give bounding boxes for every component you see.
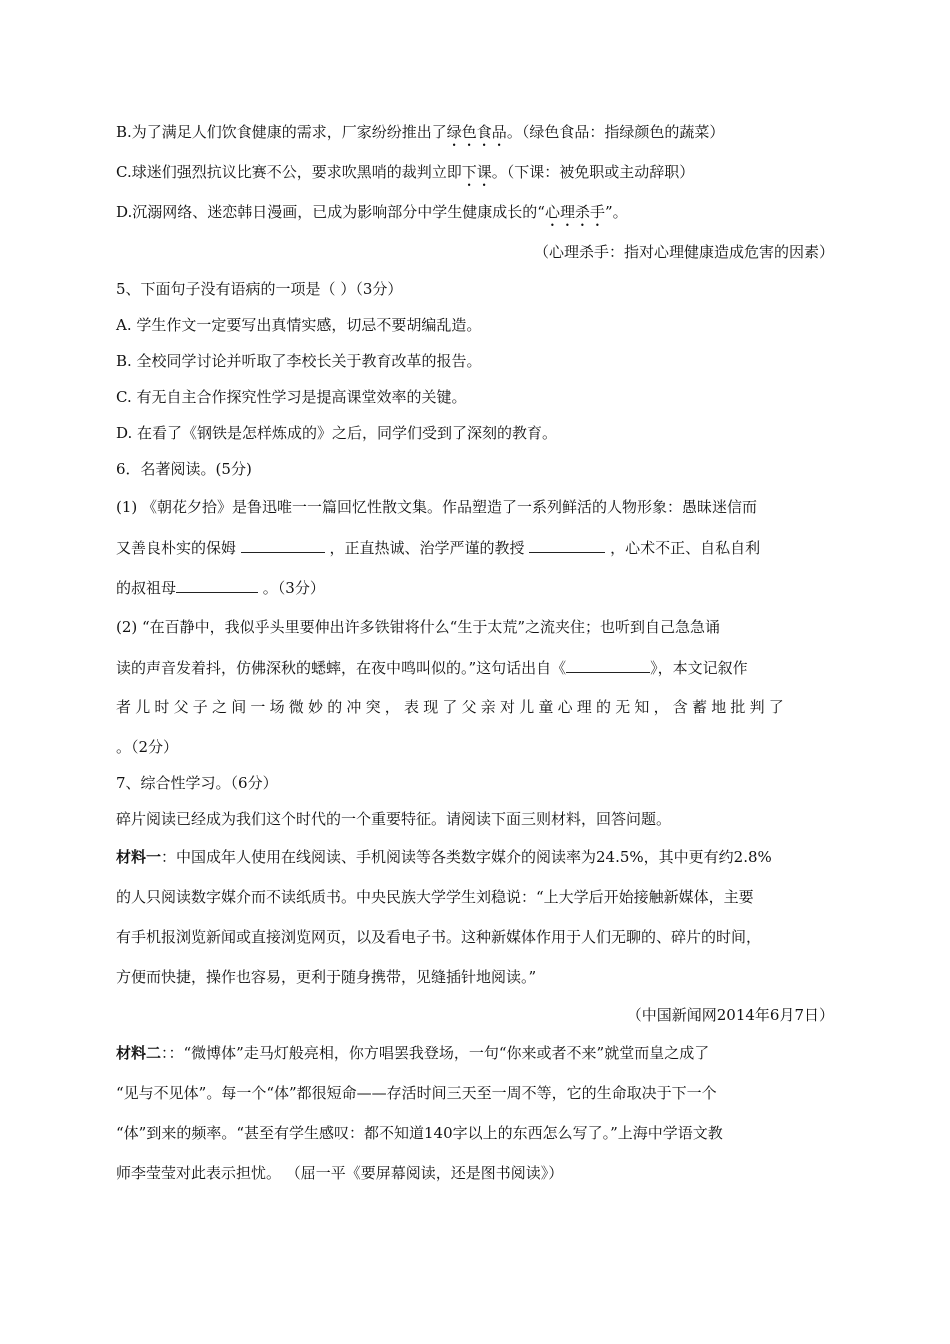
q6-part1-text-c: ，心术不正、自私自利 bbox=[605, 539, 761, 557]
q5-option-b: B. 全校同学讨论并听取了李校长关于教育改革的报告。 bbox=[116, 352, 482, 370]
material-two-line3: “体”到来的频率。“甚至有学生感叹：都不知道140字以上的东西怎么写了。”上海中学语文教 bbox=[116, 1124, 723, 1142]
q7-intro: 碎片阅读已经成为我们这个时代的一个重要特征。请阅读下面三则材料，回答问题。 bbox=[116, 810, 672, 828]
material-two-line4: 师李莹莹对此表示担忧。 （屈一平《要屏幕阅读，还是图书阅读》） bbox=[116, 1164, 564, 1182]
q5-option-a: A. 学生作文一定要写出真情实感，切忌不要胡编乱造。 bbox=[116, 316, 482, 334]
answer-blank-nanny[interactable] bbox=[241, 537, 325, 553]
answer-blank-grand-aunt[interactable] bbox=[176, 577, 258, 593]
q4-option-b-note: 。（绿色食品：指绿颜色的蔬菜） bbox=[506, 123, 725, 141]
q4-option-c-emphasis: 下课 bbox=[461, 163, 492, 181]
material-two-line2: “见与不见体”。每一个“体”都很短命——存活时间三天至一周不等，它的生命取决于下一个 bbox=[116, 1084, 717, 1102]
q6-title: 6．名著阅读。(5分) bbox=[116, 460, 252, 478]
material-one-line2: 的人只阅读数字媒介而不读纸质书。中央民族大学学生刘稳说：“上大学后开始接触新媒体，主要 bbox=[116, 888, 754, 906]
q6-part1-line2 bbox=[116, 537, 760, 558]
q5-option-c: C. 有无自主合作探究性学习是提高课堂效率的关键。 bbox=[116, 388, 467, 406]
q6-part1-line1: (1) 《朝花夕拾》是鲁迅唯一一篇回忆性散文集。作品塑造了一系列鲜活的人物形象：愚昧迷信而 bbox=[116, 498, 758, 516]
q6-part1-text-d: 的叔祖母 bbox=[116, 579, 177, 597]
answer-blank-professor[interactable] bbox=[529, 537, 605, 553]
material-one-source: （中国新闻网2014年6月7日） bbox=[626, 1006, 834, 1024]
q6-part1-line3 bbox=[116, 577, 325, 598]
q4-option-c-text: C.球迷们强烈抗议比赛不公，要求吹黑哨的裁判立即 bbox=[116, 163, 462, 181]
q4-option-d-end: ”。 bbox=[604, 203, 628, 221]
material-two-label: 材料二 bbox=[116, 1044, 162, 1062]
q6-part2-text-b: 》，本文记叙作 bbox=[650, 659, 748, 677]
q4-option-b-emphasis: 绿色食品 bbox=[446, 123, 507, 141]
material-one-label: 材料一 bbox=[116, 848, 162, 866]
q4-option-d-note: （心理杀手：指对心理健康造成危害的因素） bbox=[533, 243, 834, 261]
material-one-line3: 有手机报浏览新闻或直接浏览网页，以及看电子书。这种新媒体作用于人们无聊的、碎片的时间， bbox=[116, 928, 762, 946]
q4-option-d-text: D.沉溺网络、迷恋韩日漫画，已成为影响部分中学生健康成长的“ bbox=[116, 203, 545, 221]
q6-part2-line3: 者儿时父子之间一场微妙的冲突，表现了父亲对儿童心理的无知，含蓄地批判了 bbox=[116, 698, 789, 716]
q6-part2-line1: (2) “在百静中，我似乎头里要伸出许多铁钳将什么“生于太荒”之流夹住；也听到自己急急诵 bbox=[116, 618, 721, 636]
material-one-line1 bbox=[116, 847, 772, 867]
q6-part1-text-a: 又善良朴实的保姆 bbox=[116, 539, 241, 557]
q5-title: 5、下面句子没有语病的一项是（ ）（3分） bbox=[116, 280, 403, 298]
q6-part2-text-a: 读的声音发着抖，仿佛深秋的蟋蟀，在夜中鸣叫似的。”这句话出自《 bbox=[116, 659, 567, 677]
q4-option-d bbox=[116, 202, 628, 230]
q6-part2-line2 bbox=[116, 657, 748, 678]
q4-option-b bbox=[116, 122, 724, 150]
material-one-text: ：中国成年人使用在线阅读、手机阅读等各类数字媒介的阅读率为24.5%，其中更有约2.8% bbox=[161, 848, 772, 866]
q4-option-c-note: 。（下课：被免职或主动辞职） bbox=[491, 163, 695, 181]
material-two-line1 bbox=[116, 1043, 709, 1063]
q4-option-d-emphasis: 心理杀手 bbox=[544, 203, 605, 221]
material-two-text: ：：“微博体”走马灯般亮相，你方唱罢我登场，一句“你来或者不来”就堂而皇之成了 bbox=[161, 1044, 710, 1062]
q4-option-c bbox=[116, 162, 694, 190]
q6-part1-text-b: ，正直热诚、治学严谨的教授 bbox=[324, 539, 530, 557]
q4-option-b-text: B.为了满足人们饮食健康的需求，厂家纷纷推出了 bbox=[116, 123, 447, 141]
q6-part2-line4: 。（2分） bbox=[116, 738, 179, 756]
q5-option-d: D. 在看了《钢铁是怎样炼成的》之后，同学们受到了深刻的教育。 bbox=[116, 424, 558, 442]
material-one-line4: 方便而快捷，操作也容易，更利于随身携带，见缝插针地阅读。” bbox=[116, 968, 537, 986]
answer-blank-title[interactable] bbox=[566, 657, 650, 673]
q7-title: 7、综合性学习。（6分） bbox=[116, 774, 278, 792]
q6-part1-text-e: 。（3分） bbox=[258, 579, 325, 597]
